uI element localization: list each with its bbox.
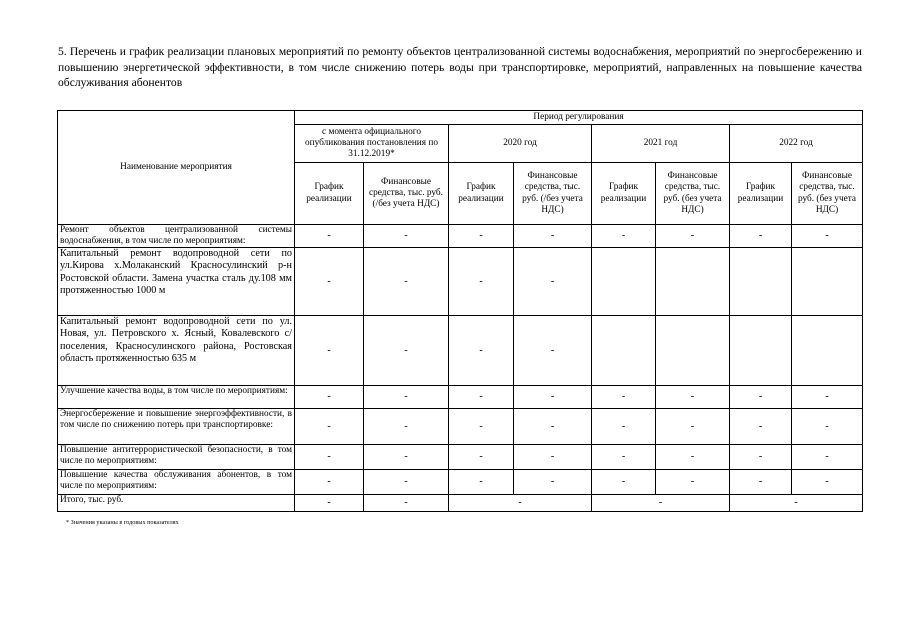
table-cell: - (295, 470, 364, 495)
table-row (58, 409, 863, 445)
total-label: Итого, тыс. руб. (58, 495, 295, 512)
table-cell: - (514, 316, 592, 386)
table-cell: - (514, 225, 592, 248)
table-cell: - (792, 445, 863, 470)
table-cell (730, 316, 792, 386)
table-cell: - (449, 225, 514, 248)
table-cell: - (364, 248, 449, 316)
table-cell (592, 248, 656, 316)
table-cell: - (514, 445, 592, 470)
subheader-finance: Финансовые средства, тыс. руб. (без учета НДС) (792, 163, 863, 225)
table-cell (792, 316, 863, 386)
subheader-schedule: График реализации (295, 163, 364, 225)
table-cell: - (592, 445, 656, 470)
table-row (58, 316, 863, 386)
period-header-initial: с момента официального опубликования постановления по 31.12.2019* (295, 125, 449, 163)
subheader-schedule: График реализации (449, 163, 514, 225)
row-name: Энергосбережение и повышение энергоэффективности, в том числе по снижению потерь при транспортировке: (58, 409, 295, 445)
table-cell: - (514, 409, 592, 445)
table-cell: - (514, 386, 592, 409)
table-row (58, 248, 863, 316)
column-header-period: Период регулирования (295, 111, 863, 125)
table-cell (730, 248, 792, 316)
table-cell: - (656, 445, 730, 470)
table-cell: - (656, 225, 730, 248)
row-name: Ремонт объектов централизованной системы водоснабжения, в том числе по мероприятиям: (58, 225, 295, 248)
table-cell: - (592, 409, 656, 445)
table-cell: - (295, 225, 364, 248)
table-cell: - (592, 386, 656, 409)
row-name: Капитальный ремонт водопроводной сети по ул.Кирова х.Молаканский Красносулинский р-н Ростовской области. Замена участка сталь ду.108 мм протяженностью 1000 м (58, 248, 295, 316)
subheader-finance: Финансовые средства, тыс. руб. (/без учета НДС) (514, 163, 592, 225)
table-cell: - (656, 386, 730, 409)
section-heading: 5. Перечень и график реализации плановых мероприятий по ремонту объектов централизованной системы водоснабжения, мероприятий по энергосбережению и повышению энергетической эффективности, в том числе снижению потерь воды при транспортировке, мероприятий, направленных на повышение качества обслуживания абонентов (58, 45, 862, 90)
table-cell: - (449, 248, 514, 316)
total-cell: - (364, 495, 449, 512)
table-cell: - (730, 470, 792, 495)
total-cell: - (592, 495, 730, 512)
table-cell (656, 248, 730, 316)
table-cell: - (514, 470, 592, 495)
subheader-schedule: График реализации (592, 163, 656, 225)
total-cell: - (295, 495, 364, 512)
table-cell: - (449, 445, 514, 470)
period-header-2020: 2020 год (449, 125, 592, 163)
table-cell: - (730, 409, 792, 445)
table-cell: - (295, 316, 364, 386)
table-cell: - (592, 470, 656, 495)
table-cell: - (656, 470, 730, 495)
table-cell: - (295, 248, 364, 316)
table-cell: - (449, 386, 514, 409)
table-cell: - (364, 386, 449, 409)
row-name: Улучшение качества воды, в том числе по мероприятиям: (58, 386, 295, 409)
table-cell: - (514, 248, 592, 316)
subheader-finance: Финансовые средства, тыс. руб. (/без учета НДС) (364, 163, 449, 225)
period-header-2022: 2022 год (730, 125, 863, 163)
table-cell: - (730, 445, 792, 470)
table-cell: - (295, 409, 364, 445)
table-cell: - (792, 470, 863, 495)
table-row (58, 470, 863, 495)
column-header-name: Наименование мероприятия (58, 111, 295, 225)
header-row-1 (58, 111, 863, 125)
table-cell: - (364, 316, 449, 386)
table-row (58, 386, 863, 409)
table-cell: - (364, 470, 449, 495)
table-row (58, 225, 863, 248)
total-cell: - (449, 495, 592, 512)
table-cell: - (656, 409, 730, 445)
table-cell: - (295, 386, 364, 409)
table-cell: - (730, 386, 792, 409)
footnote: * Значения указаны в годовых показателях (66, 519, 179, 526)
table-cell (656, 316, 730, 386)
table-cell: - (592, 225, 656, 248)
table-row (58, 445, 863, 470)
table-cell: - (364, 409, 449, 445)
table-cell: - (364, 445, 449, 470)
total-cell: - (730, 495, 863, 512)
row-name: Повышение антитеррористической безопасности, в том числе по мероприятиям: (58, 445, 295, 470)
table-cell (592, 316, 656, 386)
table-cell: - (449, 470, 514, 495)
table-cell: - (295, 445, 364, 470)
row-name: Повышение качества обслуживания абонентов, в том числе по мероприятиям: (58, 470, 295, 495)
table-cell: - (364, 225, 449, 248)
measures-table (57, 110, 863, 512)
subheader-schedule: График реализации (730, 163, 792, 225)
table-cell: - (792, 409, 863, 445)
row-name: Капитальный ремонт водопроводной сети по ул. Новая, ул. Петровского х. Ясный, Ковалевского с/поселения, Красносулинского района, Ростовская область протяженностью 635 м (58, 316, 295, 386)
table-cell: - (449, 316, 514, 386)
period-header-2021: 2021 год (592, 125, 730, 163)
subheader-finance: Финансовые средства, тыс. руб. (без учета НДС) (656, 163, 730, 225)
table-cell: - (449, 409, 514, 445)
table-cell: - (792, 225, 863, 248)
table-cell: - (792, 386, 863, 409)
table-cell (792, 248, 863, 316)
table-cell: - (730, 225, 792, 248)
total-row (58, 495, 863, 512)
